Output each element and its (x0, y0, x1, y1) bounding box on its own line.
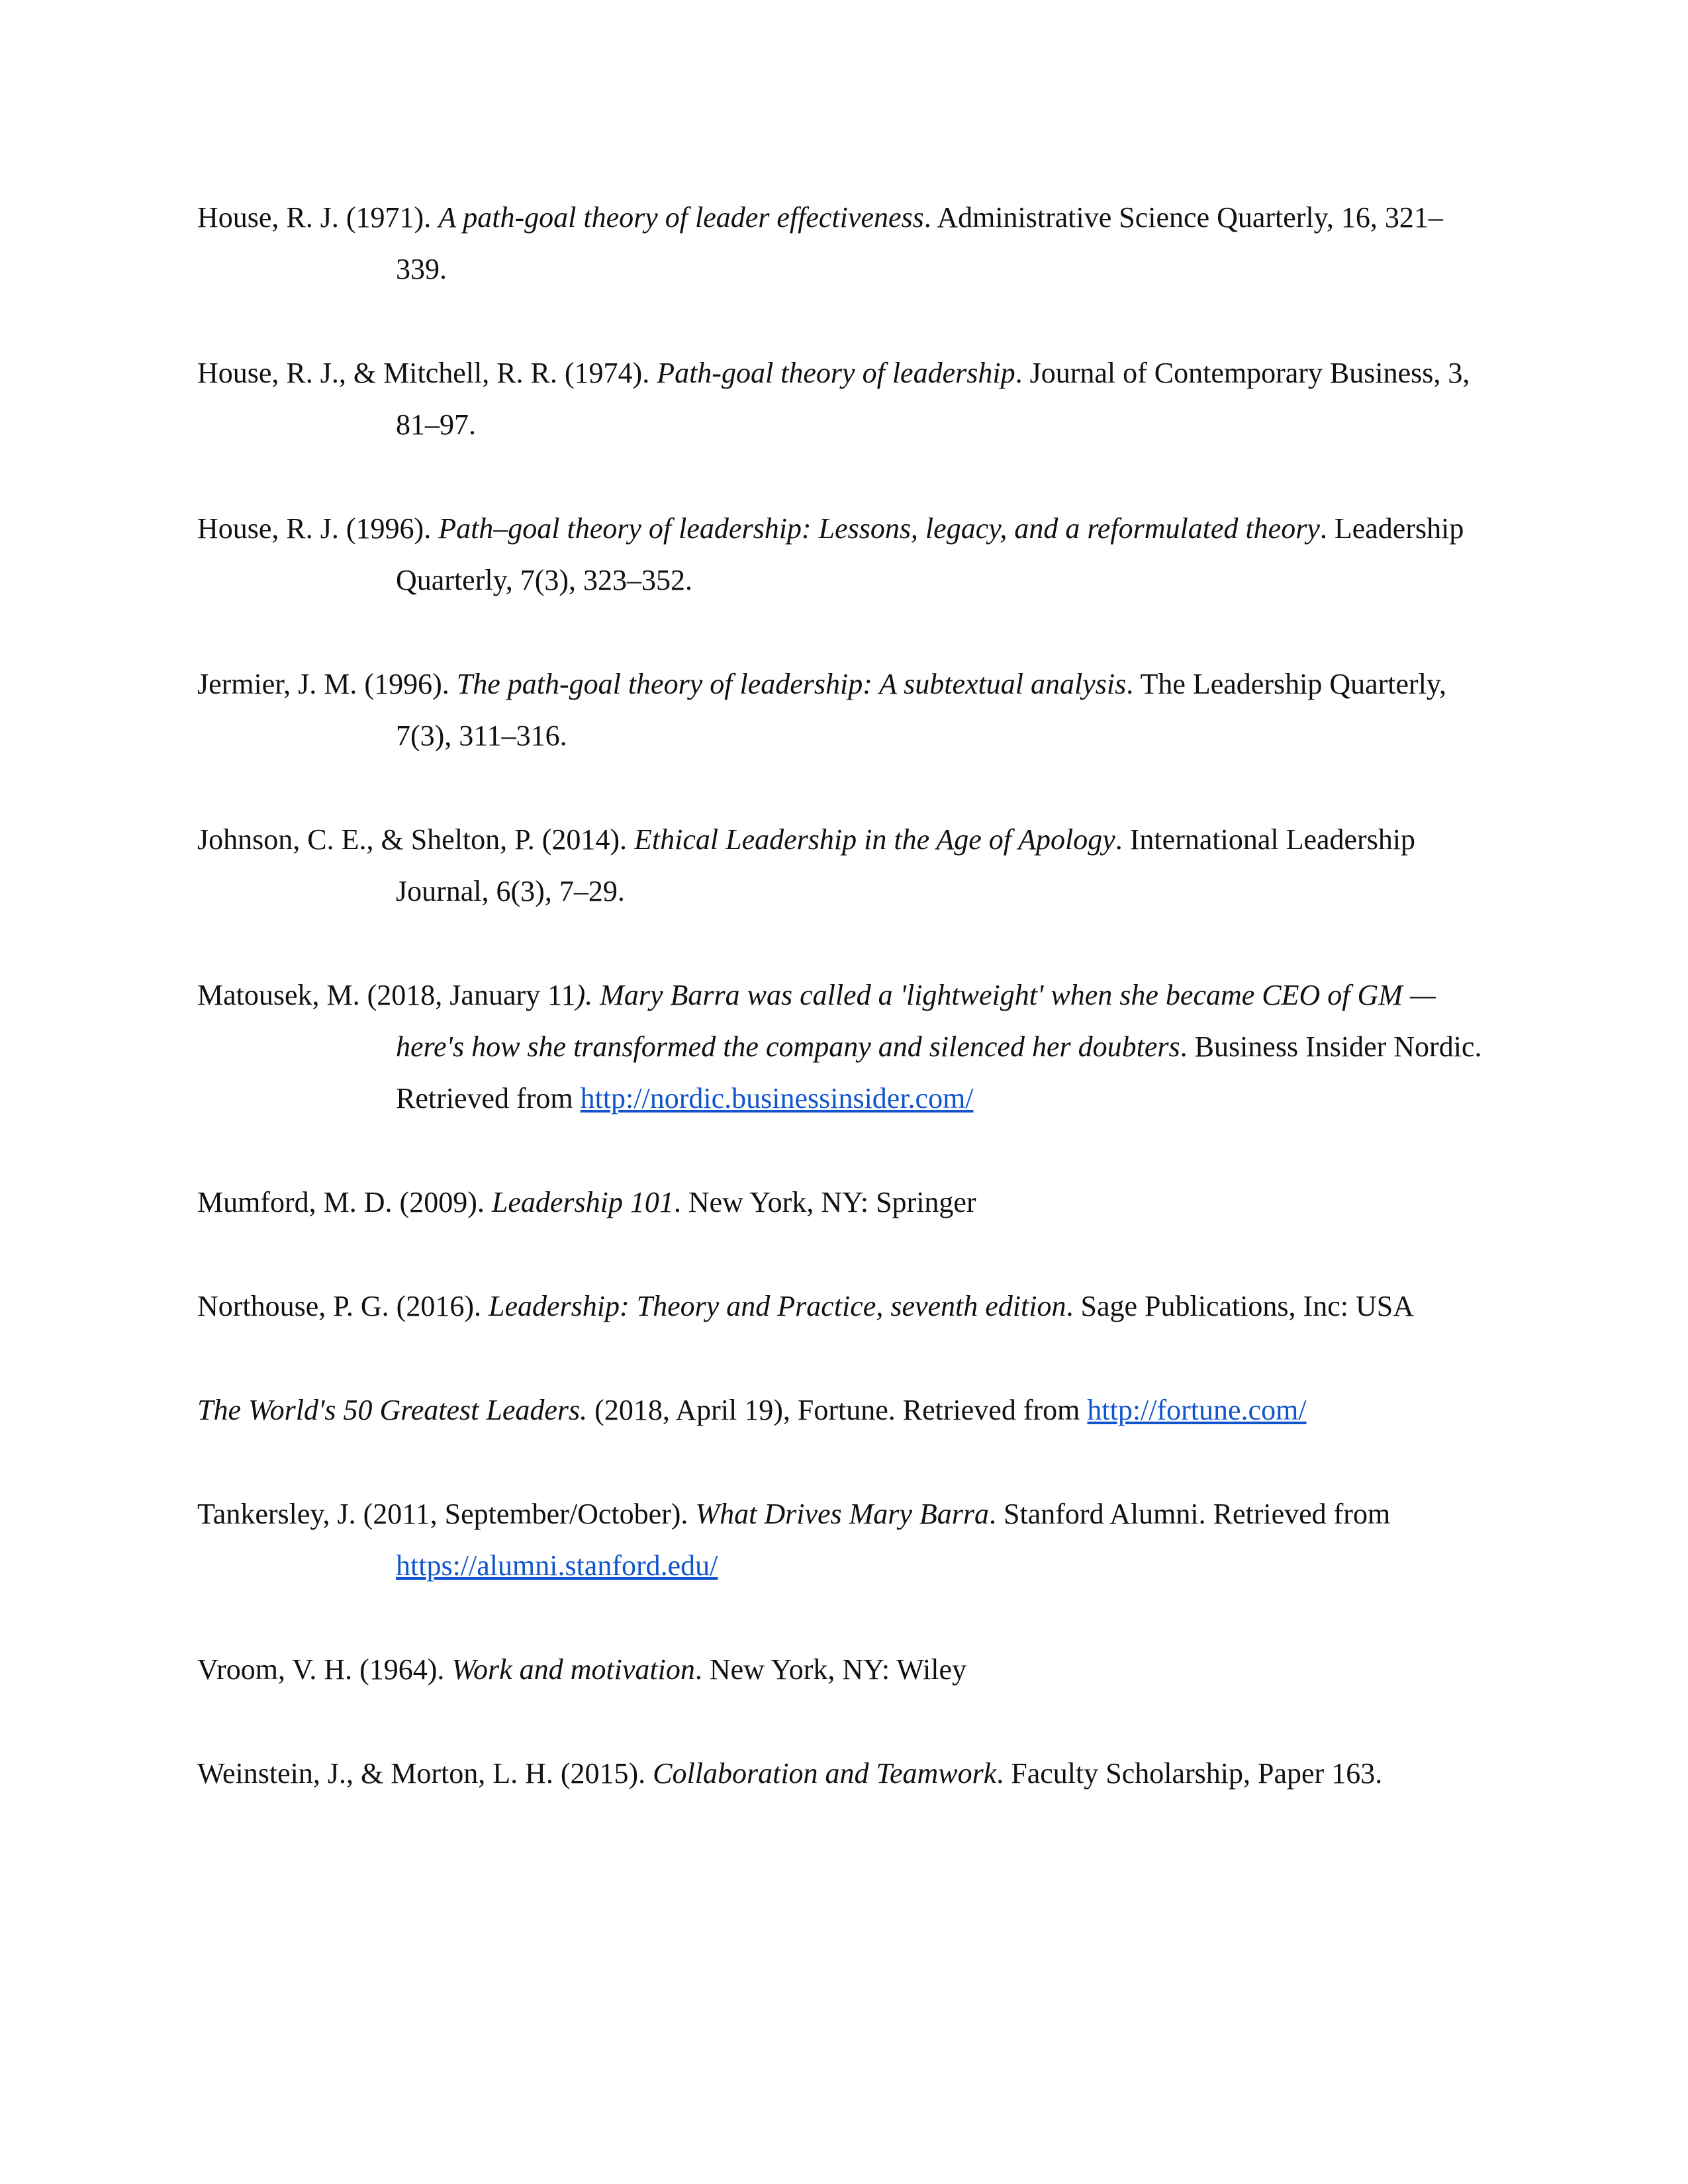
reference-entry (197, 814, 1488, 917)
reference-authors-year: Northouse, P. G. (2016). (197, 1290, 489, 1322)
reference-source: . Business Insider Nordic. Retrieved from (396, 1030, 1482, 1115)
reference-entry (197, 1748, 1488, 1799)
reference-entry (197, 503, 1488, 606)
reference-entry (197, 659, 1488, 762)
reference-entry (197, 970, 1488, 1124)
reference-title: What Drives Mary Barra (695, 1498, 990, 1530)
reference-link[interactable]: https://alumni.stanford.edu/ (396, 1549, 718, 1582)
reference-source: . International Leadership Journal, 6(3), 7–29. (396, 823, 1416, 907)
reference-title: The World's 50 Greatest Leaders. (197, 1394, 588, 1426)
reference-entry (197, 1177, 1488, 1228)
reference-entry (197, 347, 1488, 451)
reference-authors-year: Vroom, V. H. (1964). (197, 1653, 452, 1686)
reference-source: . Faculty Scholarship, Paper 163. (996, 1757, 1383, 1790)
reference-authors-year: Jermier, J. M. (1996). (197, 668, 457, 700)
reference-entry (197, 192, 1488, 295)
reference-title: Path–goal theory of leadership: Lessons, legacy, and a reformulated theory (438, 512, 1320, 545)
reference-source: . New York, NY: Springer (673, 1186, 976, 1218)
reference-link[interactable]: http://nordic.businessinsider.com/ (580, 1082, 974, 1115)
reference-title: Ethical Leadership in the Age of Apology (634, 823, 1115, 856)
reference-title: Leadership 101 (491, 1186, 674, 1218)
reference-source: . The Leadership Quarterly, 7(3), 311–316. (396, 668, 1447, 752)
reference-authors-year: House, R. J. (1971). (197, 201, 439, 234)
reference-authors-year: Mumford, M. D. (2009). (197, 1186, 492, 1218)
reference-title: Collaboration and Teamwork (653, 1757, 997, 1790)
reference-title: A path-goal theory of leader effectiveness (438, 201, 924, 234)
reference-source: . Sage Publications, Inc: USA (1066, 1290, 1414, 1322)
reference-authors-year: Matousek, M. (2018, January 11 (197, 979, 576, 1011)
reference-title: Work and motivation (451, 1653, 695, 1686)
reference-entry (197, 1281, 1488, 1332)
reference-title: The path-goal theory of leadership: A subtextual analysis (456, 668, 1127, 700)
reference-title: Path-goal theory of leadership (657, 357, 1015, 389)
reference-entry (197, 1385, 1488, 1436)
reference-source: . New York, NY: Wiley (694, 1653, 967, 1686)
reference-entry (197, 1488, 1488, 1592)
reference-authors-year: Johnson, C. E., & Shelton, P. (2014). (197, 823, 635, 856)
reference-source: . Stanford Alumni. Retrieved from (989, 1498, 1391, 1530)
reference-authors-year: Weinstein, J., & Morton, L. H. (2015). (197, 1757, 653, 1790)
reference-source: . Administrative Science Quarterly, 16, 321–339. (396, 201, 1443, 285)
reference-authors-year: House, R. J. (1996). (197, 512, 439, 545)
reference-title: Leadership: Theory and Practice, seventh edition (488, 1290, 1066, 1322)
reference-authors-year: Tankersley, J. (2011, September/October). (197, 1498, 696, 1530)
reference-list (197, 192, 1488, 1852)
reference-title: ). Mary Barra was called a 'lightweight' when she became CEO of GM — here's how she transformed the company and silenced her doubters (396, 979, 1436, 1063)
reference-authors-year: House, R. J., & Mitchell, R. R. (1974). (197, 357, 657, 389)
reference-source: . Journal of Contemporary Business, 3, 81–97. (396, 357, 1470, 441)
reference-entry (197, 1644, 1488, 1696)
reference-link[interactable]: http://fortune.com/ (1087, 1394, 1307, 1426)
reference-source: (2018, April 19), Fortune. Retrieved from (587, 1394, 1088, 1426)
reference-source: . Leadership Quarterly, 7(3), 323–352. (396, 512, 1464, 596)
